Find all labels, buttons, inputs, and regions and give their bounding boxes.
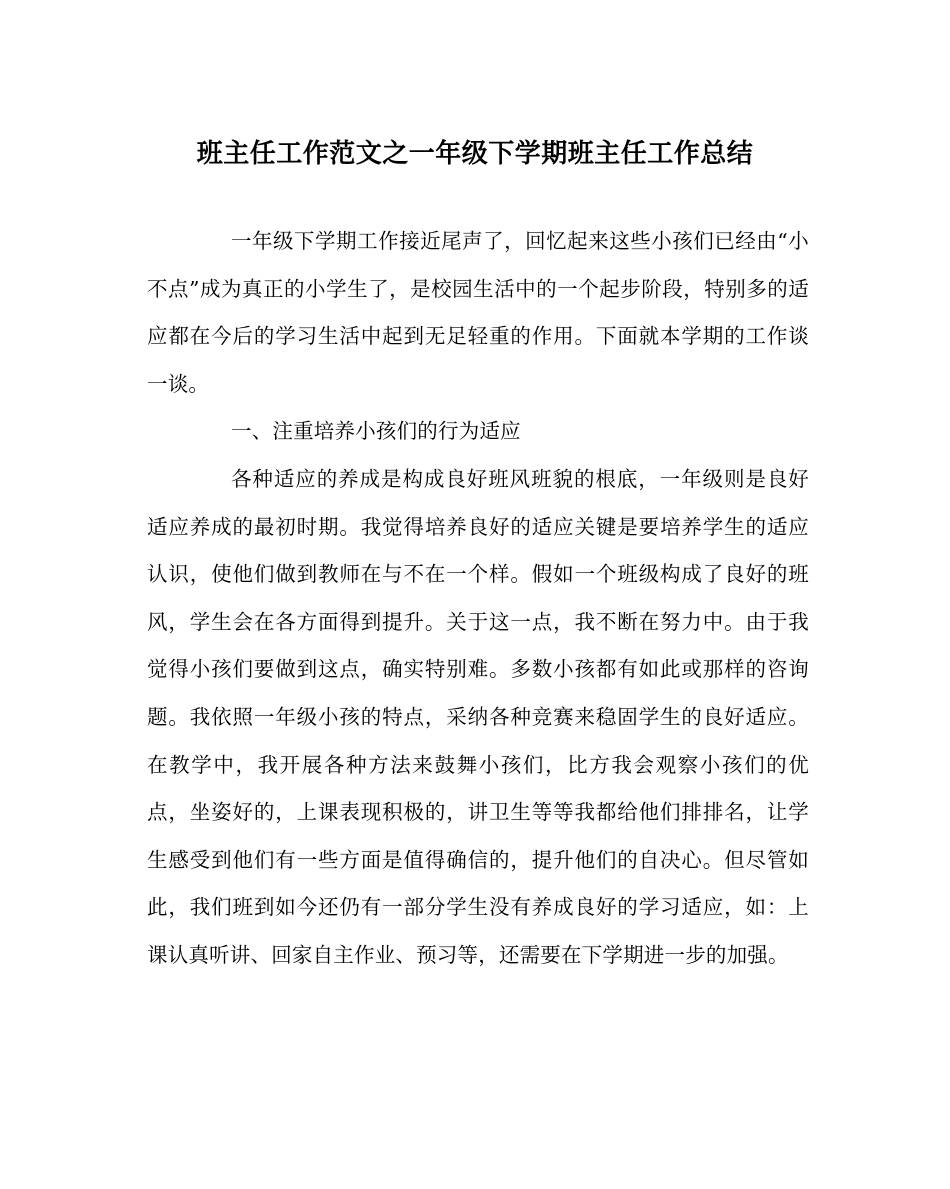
section-heading-1: 一、注重培养小孩们的行为适应 <box>231 419 521 444</box>
document-body <box>147 218 809 980</box>
document-title: 班主任工作范文之一年级下学期班主任工作总结 <box>196 139 754 169</box>
paragraph-section-1: 各种适应的养成是构成良好班风班貌的根底，一年级则是良好适应养成的最初时期。我觉得培养良好的适应关键是要培养学生的适应认识，使他们做到教师在与不在一个样。假如一个班级构成了良好的班风，学生会在各方面得到提升。关于这一点，我不断在努力中。由于我觉得小孩们要做到这点，确实特别难。多数小孩都有如此或那样的咨询题。我依照一年级小孩的特点，采纳各种竞赛来稳固学生的良好适应。在教学中，我开展各种方法来鼓舞小孩们，比方我会观察小孩们的优点，坐姿好的，上课表现积极的，讲卫生等等我都给他们排排名，让学生感受到他们有一些方面是值得确信的，提升他们的自决心。但尽管如此，我们班到如今还仍有一部分学生没有养成良好的学习适应，如：上课认真听讲、回家自主作业、预习等，还需要在下学期进一步的加强。 <box>147 466 809 967</box>
paragraph-intro: 一年级下学期工作接近尾声了，回忆起来这些小孩们已经由“小不点”成为真正的小学生了，是校园生活中的一个起步阶段，特别多的适应都在今后的学习生活中起到无足轻重的作用。下面就本学期的工作谈一谈。 <box>147 229 809 396</box>
